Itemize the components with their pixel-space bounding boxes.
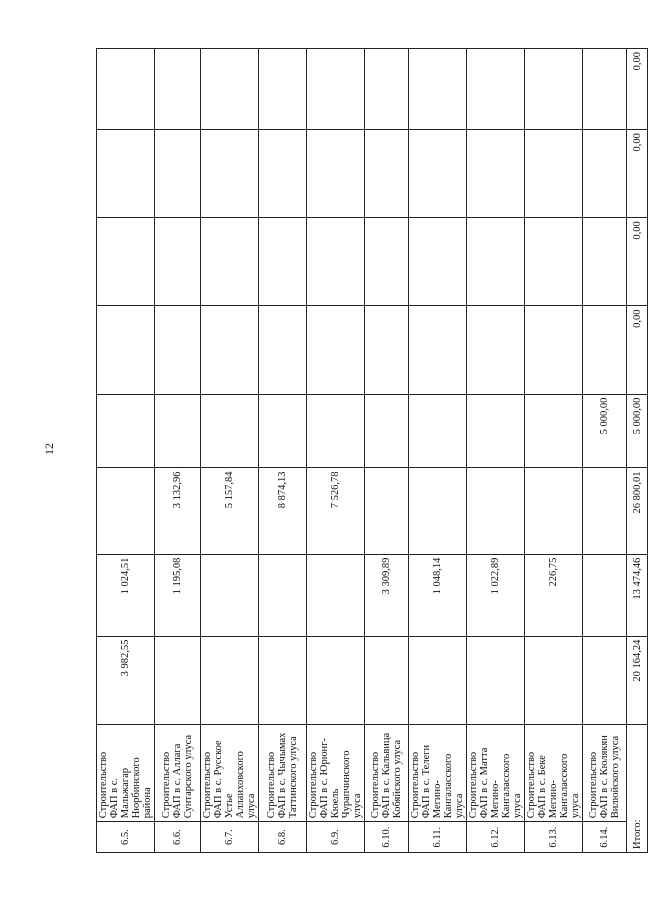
value-cell: [365, 130, 409, 218]
row-number: 6.5.: [97, 822, 155, 853]
value-cell: 3 982,55: [97, 636, 155, 724]
row-name: Строительство ФАП в с. Юрюнг-Кюель Чурапчинского улуса: [307, 724, 365, 821]
value-cell: [97, 468, 155, 554]
row-number: 6.6.: [155, 822, 201, 853]
value-cell: [525, 218, 583, 306]
value-cell: [155, 49, 201, 130]
value-cell: [97, 306, 155, 394]
value-cell: [583, 554, 627, 636]
value-cell: [201, 49, 259, 130]
row-name: Строительство ФАП в с. Матта Мегино-Кангаласского улуса: [467, 724, 525, 821]
total-value: 0,00: [627, 130, 648, 218]
value-cell: [467, 130, 525, 218]
value-cell: [365, 636, 409, 724]
table-row: [583, 49, 627, 853]
value-cell: [365, 49, 409, 130]
value-cell: [467, 636, 525, 724]
value-cell: [155, 218, 201, 306]
row-name: Строительство ФАП в с. Кюлякян Вилюйского улуса: [583, 724, 627, 821]
page-number: 12: [42, 443, 56, 455]
table-row: [259, 49, 307, 853]
row-number: 6.10.: [365, 822, 409, 853]
value-cell: [259, 394, 307, 468]
value-cell: [155, 306, 201, 394]
value-cell: 1 048,14: [409, 554, 467, 636]
table-row: [155, 49, 201, 853]
row-number: 6.11.: [409, 822, 467, 853]
budget-table: [96, 48, 648, 853]
value-cell: [583, 49, 627, 130]
value-cell: 3 309,89: [365, 554, 409, 636]
value-cell: [201, 636, 259, 724]
table-row: [97, 49, 155, 853]
row-name: Строительство ФАП в с. Телеги Мегино-Кангаласского улуса: [409, 724, 467, 821]
value-cell: [201, 554, 259, 636]
value-cell: [467, 49, 525, 130]
value-cell: [409, 306, 467, 394]
value-cell: [583, 130, 627, 218]
row-number: 6.14.: [583, 822, 627, 853]
value-cell: [409, 636, 467, 724]
value-cell: 8 874,13: [259, 468, 307, 554]
row-number: 6.13.: [525, 822, 583, 853]
value-cell: 226,75: [525, 554, 583, 636]
value-cell: [583, 636, 627, 724]
table-row: [409, 49, 467, 853]
value-cell: [307, 49, 365, 130]
value-cell: [307, 218, 365, 306]
value-cell: [97, 130, 155, 218]
value-cell: [155, 636, 201, 724]
value-cell: [409, 218, 467, 306]
value-cell: [259, 306, 307, 394]
total-value: 26 800,01: [627, 468, 648, 554]
value-cell: 5 000,00: [583, 394, 627, 468]
total-row: [627, 49, 648, 853]
value-cell: [307, 394, 365, 468]
value-cell: [307, 306, 365, 394]
value-cell: [365, 218, 409, 306]
value-cell: [409, 130, 467, 218]
row-name: Строительство ФАП в с. Аллага Сунтарского улуса: [155, 724, 201, 821]
row-number: 6.9.: [307, 822, 365, 853]
value-cell: [467, 394, 525, 468]
table-row: [201, 49, 259, 853]
row-name: Строительство ФАП в с. Мальжагар Нюрбинского района: [97, 724, 155, 821]
value-cell: [525, 468, 583, 554]
value-cell: [409, 394, 467, 468]
value-cell: [525, 306, 583, 394]
value-cell: [201, 218, 259, 306]
value-cell: [259, 554, 307, 636]
value-cell: [525, 130, 583, 218]
value-cell: 1 022,89: [467, 554, 525, 636]
value-cell: [583, 306, 627, 394]
value-cell: 5 157,84: [201, 468, 259, 554]
value-cell: [467, 468, 525, 554]
table-body: [97, 49, 648, 853]
value-cell: [583, 218, 627, 306]
value-cell: [201, 306, 259, 394]
value-cell: [525, 49, 583, 130]
value-cell: [259, 636, 307, 724]
value-cell: [259, 218, 307, 306]
value-cell: 1 024,51: [97, 554, 155, 636]
value-cell: [97, 49, 155, 130]
value-cell: [155, 394, 201, 468]
value-cell: [201, 130, 259, 218]
value-cell: [155, 130, 201, 218]
value-cell: [365, 306, 409, 394]
value-cell: [467, 218, 525, 306]
total-value: 0,00: [627, 218, 648, 306]
total-value: 13 474,46: [627, 554, 648, 636]
value-cell: [97, 394, 155, 468]
value-cell: [259, 130, 307, 218]
row-name: Строительство ФАП в с. Чычымах Таттинского улуса: [259, 724, 307, 821]
total-label: Итого:: [627, 724, 648, 852]
value-cell: [365, 394, 409, 468]
value-cell: [97, 218, 155, 306]
value-cell: [583, 468, 627, 554]
value-cell: [409, 49, 467, 130]
value-cell: [525, 394, 583, 468]
value-cell: [307, 130, 365, 218]
budget-table-container: [96, 48, 643, 853]
value-cell: 7 526,78: [307, 468, 365, 554]
table-row: [307, 49, 365, 853]
value-cell: [307, 554, 365, 636]
total-value: 5 000,00: [627, 394, 648, 468]
row-name: Строительство ФАП в с. Русское Устье Аллаиховского улуса: [201, 724, 259, 821]
value-cell: 3 132,96: [155, 468, 201, 554]
value-cell: [259, 49, 307, 130]
value-cell: [365, 468, 409, 554]
table-row: [467, 49, 525, 853]
table-row: [365, 49, 409, 853]
value-cell: [467, 306, 525, 394]
row-number: 6.8.: [259, 822, 307, 853]
row-number: 6.7.: [201, 822, 259, 853]
row-number: 6.12.: [467, 822, 525, 853]
row-name: Строительство ФАП в с. Кальвица Кобяйского улуса: [365, 724, 409, 821]
table-row: [525, 49, 583, 853]
value-cell: [307, 636, 365, 724]
row-name: Строительство ФАП в с. Беке Мегино-Кангаласского улуса: [525, 724, 583, 821]
value-cell: [409, 468, 467, 554]
value-cell: [201, 394, 259, 468]
value-cell: [525, 636, 583, 724]
value-cell: 1 195,08: [155, 554, 201, 636]
total-value: 0,00: [627, 306, 648, 394]
total-value: 20 164,24: [627, 636, 648, 724]
total-value: 0,00: [627, 49, 648, 130]
